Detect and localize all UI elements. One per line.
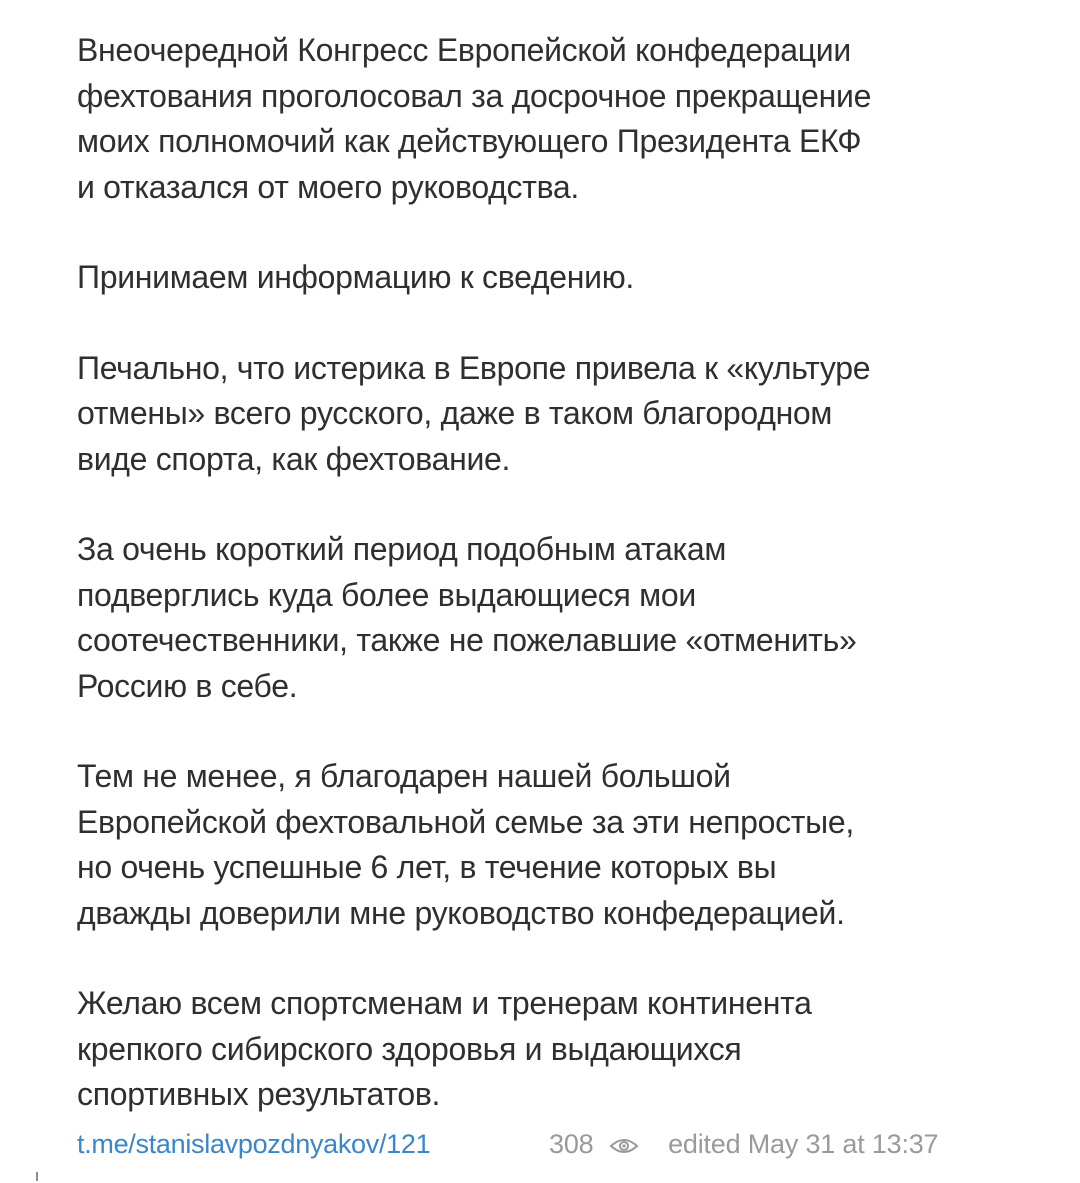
message-paragraph [77,346,1037,483]
message-body [77,28,1037,1163]
message-line: Тем не менее, я благодарен нашей большой [77,758,731,794]
post-link[interactable]: t.me/stanislavpozdnyakov/121 [77,1129,431,1159]
message-line: Печально, что истерика в Европе привела к «культуре [77,349,871,386]
message-paragraph [77,527,1037,709]
message-line: Желаю всем спортсменам и тренерам континента [77,985,812,1021]
message-footer [77,1122,997,1166]
message-line: виде спорта, как фехтование. [77,440,511,477]
message-line: Внеочередной Конгресс Европейской конфедерации [77,32,851,68]
message-line: крепкого сибирского здоровья и выдающихся [77,1030,742,1067]
corner-mark [36,1172,38,1181]
message-line: дважды доверили мне руководство конфедерацией. [77,894,845,931]
message-line: и отказался от моего руководства. [77,168,579,205]
message-line: отмены» всего русского, даже в таком благородном [77,395,833,431]
message-line: соотечественники, также не пожелавшие «отменить» [77,622,857,658]
message-line: За очень короткий период подобным атакам [77,531,727,567]
message-line: но очень успешные 6 лет, в течение которых вы [77,849,777,885]
message-line: Россию в себе. [77,667,298,704]
message-line: Принимаем информацию к сведению. [77,259,634,295]
eye-icon [609,1136,639,1156]
edited-timestamp: edited May 31 at 13:37 [668,1129,939,1159]
message-paragraph [77,28,1037,210]
message-line: моих полномочий как действующего Президента ЕКФ [77,123,862,159]
message-paragraph [77,981,1037,1118]
message-line: Европейской фехтовальной семье за эти непростые, [77,803,854,840]
message-line: подверглись куда более выдающиеся мои [77,576,696,613]
message-line: спортивных результатов. [77,1076,441,1112]
message-meta [549,1122,938,1166]
message-line: фехтования проголосовал за досрочное прекращение [77,77,872,114]
message-paragraph [77,255,1037,301]
message-paragraph [77,754,1037,936]
view-count: 308 [549,1129,594,1159]
